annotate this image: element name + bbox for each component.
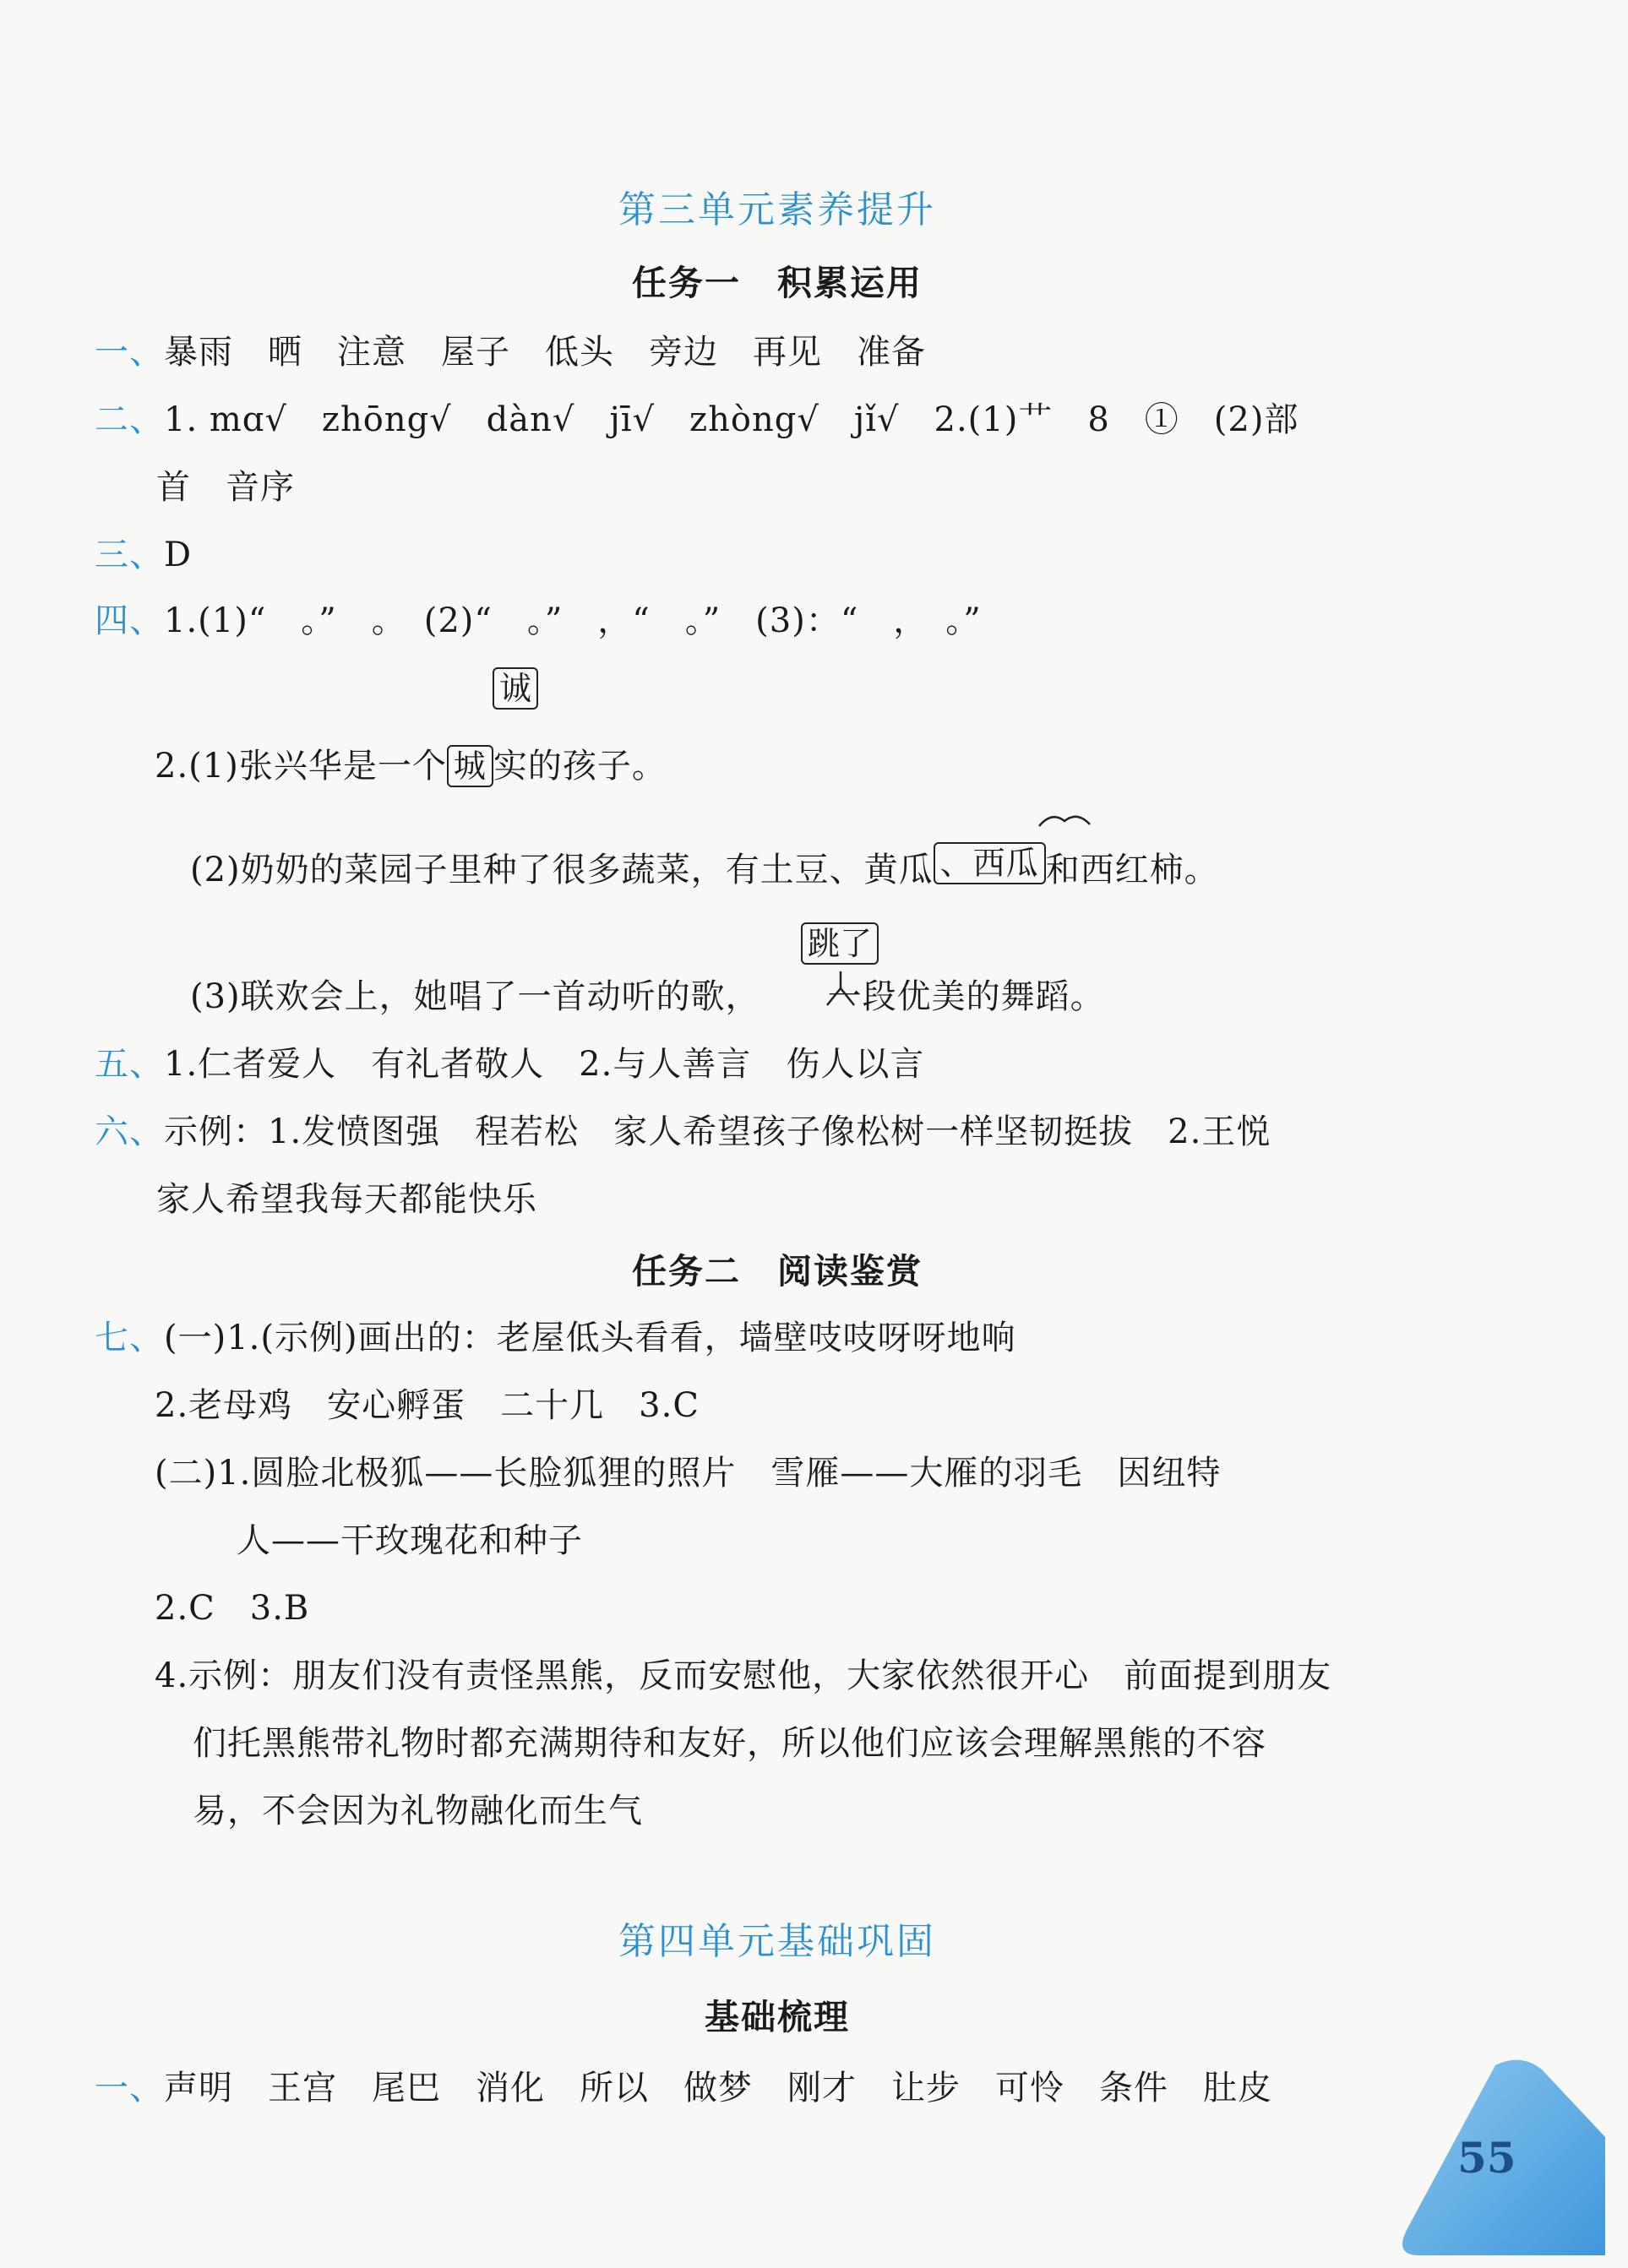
q7-line4: 人——干玫瑰花和种子 [237,1521,583,1560]
page-number: 55 [1457,2133,1516,2183]
q2-number: 二、 [95,400,164,439]
q6-text1: 示例：1.发愤图强 程若松 家人希望孩子像松树一样坚韧挺拔 2.王悦 [164,1112,1271,1151]
insertion-mark-icon [1035,809,1094,831]
q2-line1 [95,393,1299,441]
q4-s1-after: 实的孩子。 [493,747,667,786]
q4-s3-after: 一段优美的舞蹈。 [827,977,1105,1016]
task1-title: 任务一 积累运用 [632,263,923,303]
correction-box-cheng [493,667,538,710]
q1-line [95,325,926,373]
q7-number: 七、 [95,1319,164,1357]
q6-line2: 家人希望我每天都能快乐 [156,1180,537,1219]
q3-text: D [164,536,193,574]
q7-line3: (二)1.圆脸北极狐——长脸狐狸的照片 雪雁——大雁的羽毛 因纽特 [155,1454,1222,1493]
q4-s3-before: (3)联欢会上，她唱了一首动听的歌， [190,977,760,1016]
unit4-title: 第四单元基础巩固 [618,1920,936,1963]
q4-sentence3 [190,970,1105,1018]
q7-line5: 2.C 3.B [155,1589,310,1628]
q7-line1 [95,1311,1016,1359]
correct-char: 诚 [493,667,538,710]
insert-box-xigua: 、西瓜 [934,842,1046,884]
q4-line1 [95,594,982,642]
q4-s1-before: 2.(1)张兴华是一个 [155,747,447,786]
q4-s2-before: (2)奶奶的菜园子里种了很多蔬菜，有土豆、黄瓜 [190,851,934,889]
unit4-section-title: 基础梳理 [705,1997,850,2037]
q3-line [95,528,192,576]
insert-text: 跳了 [801,922,879,965]
q5-number: 五、 [95,1045,164,1084]
wrong-char: 城 [447,745,493,787]
q5-text: 1.仁者爱人 有礼者敬人 2.与人善言 伤人以言 [164,1045,925,1084]
insert-box-tiaole [801,922,879,965]
q2-text1: 1. mɑ√ zhōng√ dàn√ jī√ zhòng√ jǐ√ 2.(1)艹 8 ① (2)部 [164,400,1299,439]
q3-number: 三、 [95,536,164,574]
q4-sentence1 [155,739,667,787]
q4-s2-after: 和西红柿。 [1045,851,1219,889]
unit4-q1-line [95,2061,1272,2109]
q4-number: 四、 [95,601,164,640]
q7-line8: 易，不会因为礼物融化而生气 [193,1792,643,1830]
q7-text1: (一)1.(示例)画出的：老屋低头看看，墙壁吱吱呀呀地响 [164,1319,1016,1357]
q4-sentence2 [190,843,1219,891]
q7-line6: 4.示例：朋友们没有责怪黑熊，反而安慰他，大家依然很开心 前面提到朋友 [155,1656,1332,1695]
q6-number: 六、 [95,1112,164,1151]
q1-text: 暴雨 晒 注意 屋子 低头 旁边 再见 准备 [164,333,926,372]
q5-line [95,1037,924,1085]
q2-line2: 首 音序 [156,468,295,507]
q7-line2: 2.老母鸡 安心孵蛋 二十几 3.C [155,1386,700,1425]
q1-number: 一、 [95,333,164,372]
q7-line7: 们托黑熊带礼物时都充满期待和友好，所以他们应该会理解黑熊的不容 [193,1724,1266,1763]
q6-line1 [95,1105,1271,1153]
unit3-title: 第三单元素养提升 [618,188,936,231]
unit4-q1-number: 一、 [95,2069,164,2108]
q4-text1: 1.(1)“ 。” 。 (2)“ 。” ，“ 。” (3)：“ ， 。” [164,601,982,640]
task2-title: 任务二 阅读鉴赏 [632,1251,923,1292]
unit4-q1-text: 声明 王宫 尾巴 消化 所以 做梦 刚才 让步 可怜 条件 肚皮 [164,2069,1272,2108]
